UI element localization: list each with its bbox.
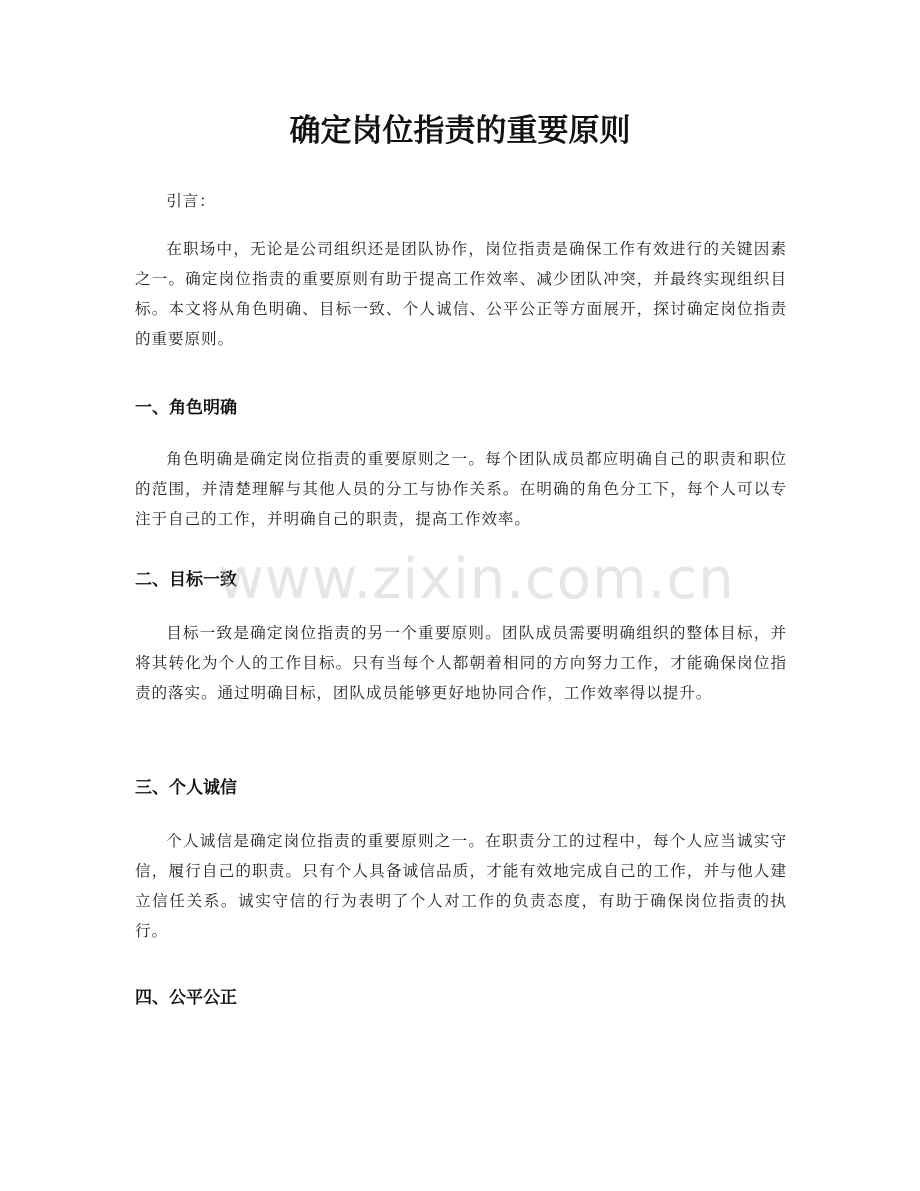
intro-paragraph: 在职场中，无论是公司组织还是团队协作，岗位指责是确保工作有效进行的关键因素之一。确定岗位指责的重要原则有助于提高工作效率、减少团队冲突，并最终实现组织目标。本文将从角色明确、目标一致、个人诚信、公平公正等方面展开，探讨确定岗位指责的重要原则。 [135, 240, 787, 348]
section-heading-integrity: 三、个人诚信 [135, 778, 237, 798]
section-heading-goal: 二、目标一致 [135, 570, 237, 590]
section-body-goal: 目标一致是确定岗位指责的另一个重要原则。团队成员需要明确组织的整体目标，并将其转化为个人的工作目标。只有当每个人都朝着相同的方向努力工作，才能确保岗位指责的落实。通过明确目标，团队成员能够更好地协同合作，工作效率得以提升。 [135, 624, 787, 702]
section-heading-role: 一、角色明确 [135, 398, 237, 418]
section-heading-fairness: 四、公平公正 [135, 988, 237, 1008]
watermark: www.zixin.com.cn [218, 547, 735, 612]
intro-label: 引言： [166, 192, 216, 210]
document-title: 确定岗位指责的重要原则 [289, 113, 631, 149]
section-body-role: 角色明确是确定岗位指责的重要原则之一。每个团队成员都应明确自己的职责和职位的范围，并清楚理解与其他人员的分工与协作关系。在明确的角色分工下，每个人可以专注于自己的工作，并明确自己的职责，提高工作效率。 [135, 450, 787, 528]
section-body-integrity: 个人诚信是确定岗位指责的重要原则之一。在职责分工的过程中，每个人应当诚实守信，履行自己的职责。只有个人具备诚信品质，才能有效地完成自己的工作，并与他人建立信任关系。诚实守信的行为表明了个人对工作的负责态度，有助于确保岗位指责的执行。 [135, 832, 787, 940]
